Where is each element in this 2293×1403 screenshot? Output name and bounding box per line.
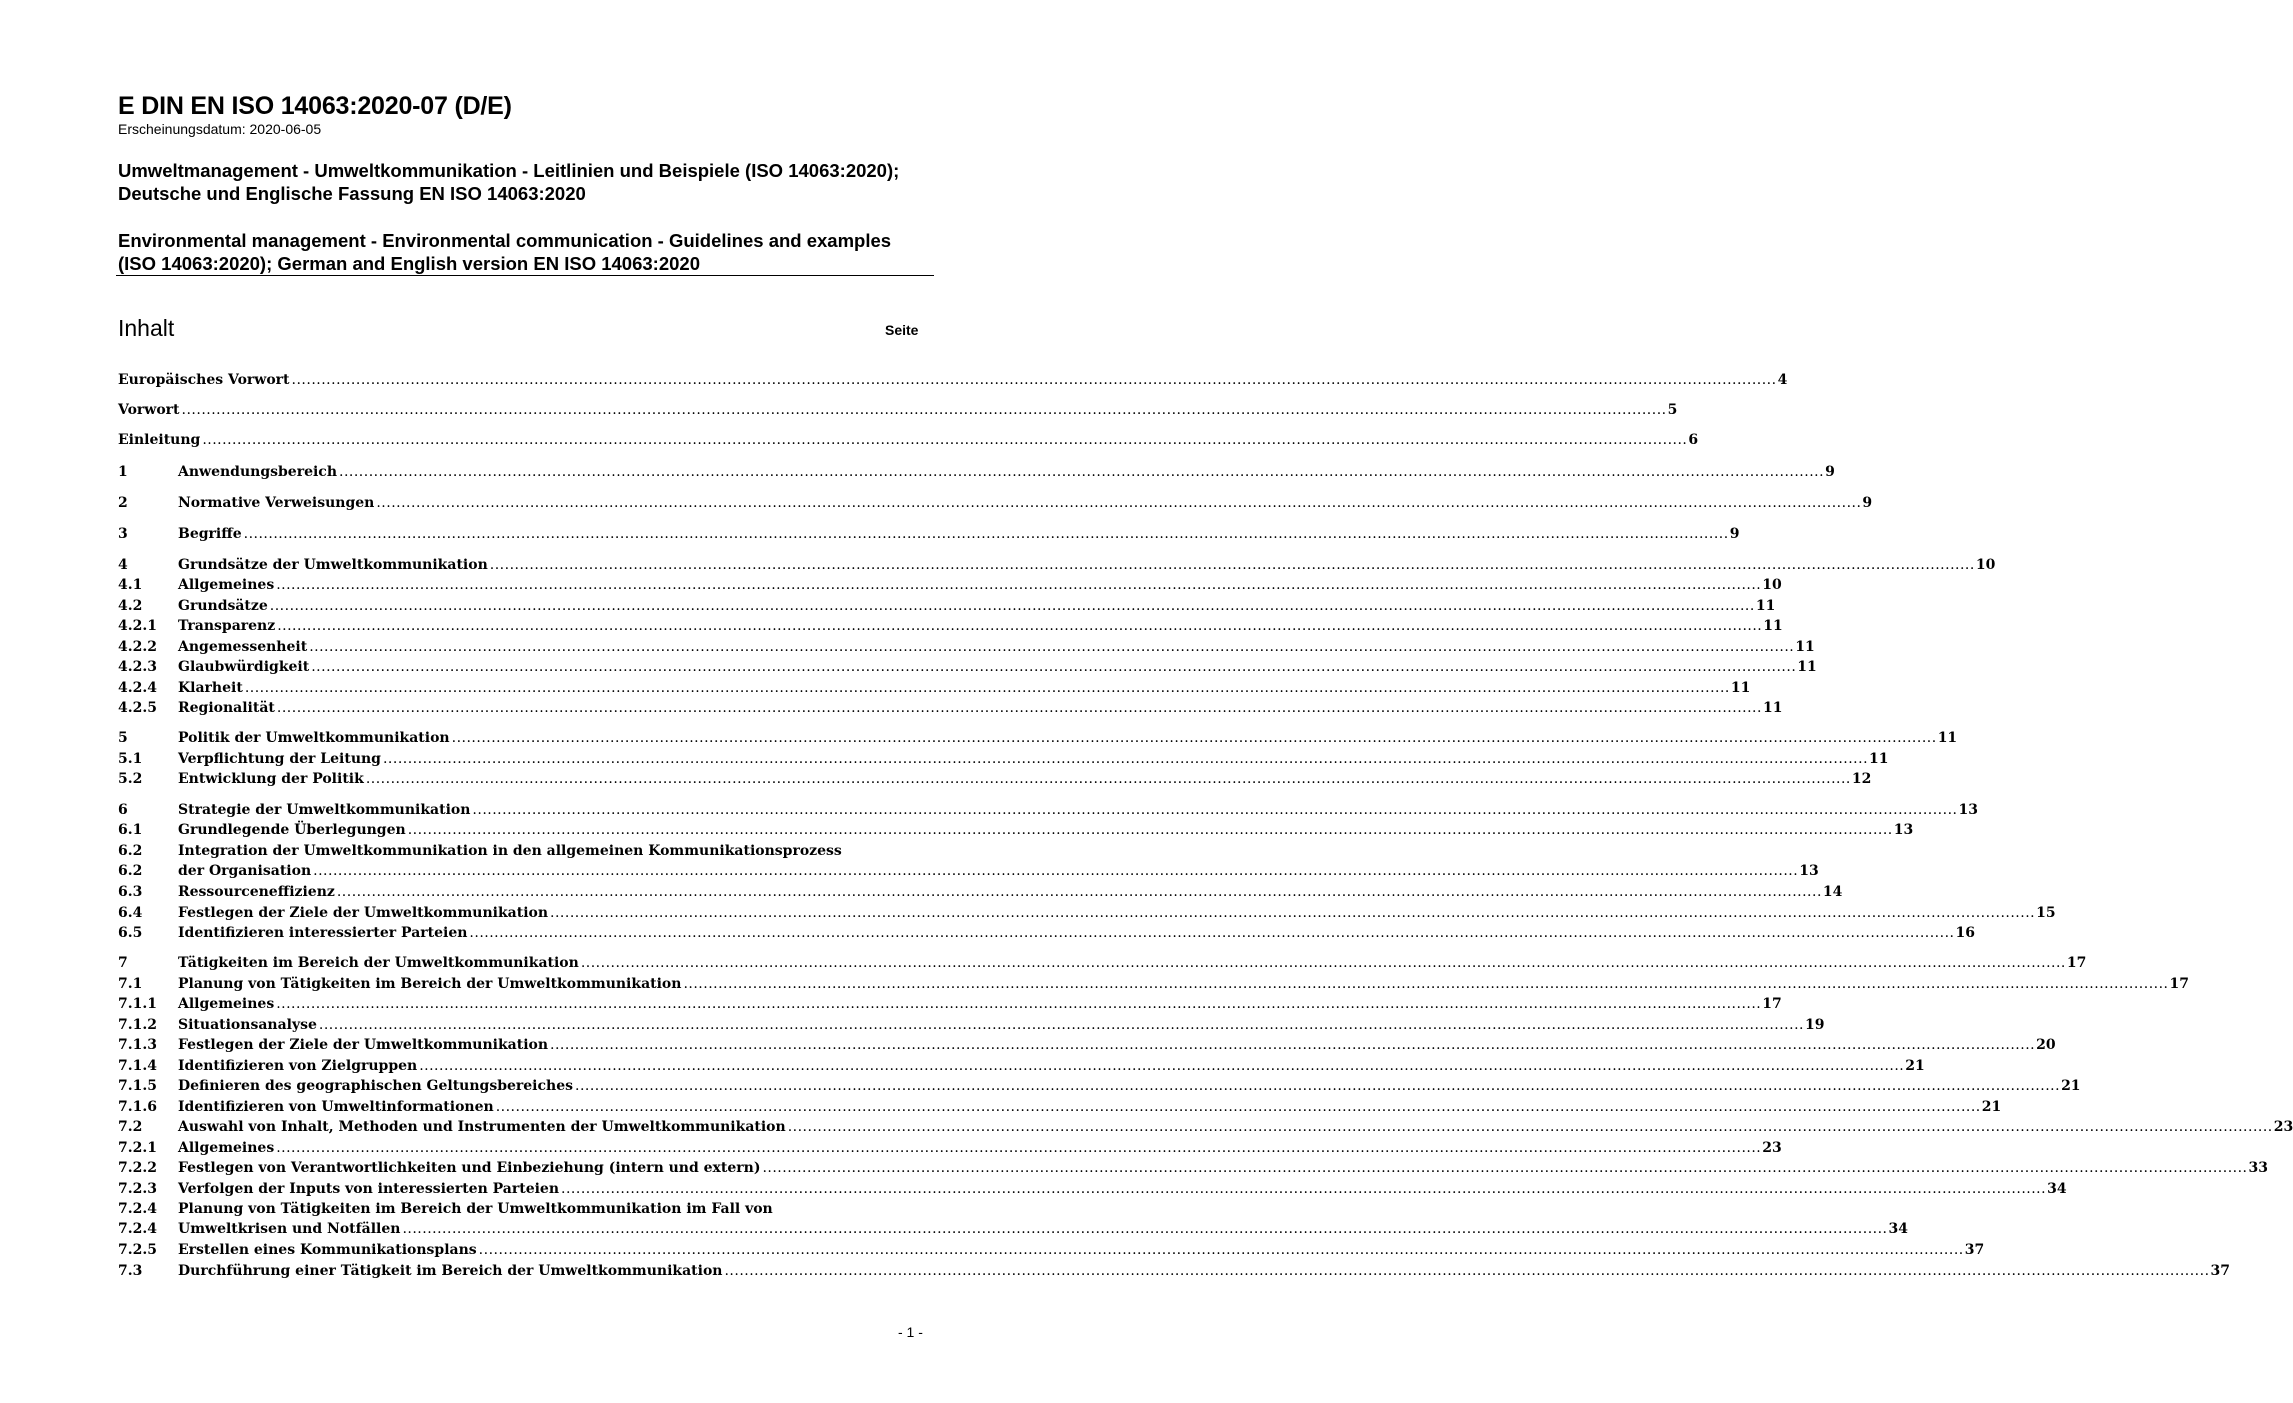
toc-entry-page: 17 [2066,955,2087,971]
toc-dot-leader: ............................................................................................................................................................................................................................................................................................................ [580,955,2066,971]
toc-entry-title: Identifizieren von Zielgruppen [178,1058,418,1074]
toc-dot-leader: ............................................................................................................................................................................................................................................................................................................ [495,1099,1981,1115]
toc-dot-leader: ............................................................................................................................................................................................................................................................................................................ [243,526,1729,542]
toc-entry[interactable] [118,1076,2081,1096]
toc-dot-leader: ............................................................................................................................................................................................................................................................................................................ [419,1058,1905,1074]
toc-dot-leader: ............................................................................................................................................................................................................................................................................................................ [724,1263,2210,1279]
toc-entry-title: Anwendungsbereich [178,464,337,480]
toc-dot-leader: ............................................................................................................................................................................................................................................................................................................ [451,730,1937,746]
toc-entry-number: 3 [118,526,128,542]
toc-entry-number: 7.3 [118,1263,143,1279]
toc-entry-number: 7 [118,955,128,971]
toc-entry-number: 7.1.6 [118,1099,157,1115]
toc-entry[interactable] [118,953,2087,973]
toc-entry-title: Planung von Tätigkeiten im Bereich der Umweltkommunikation im Fall von [178,1201,773,1217]
toc-entry-title: Allgemeines [178,1140,275,1156]
toc-entry-title: Grundsätze der Umweltkommunikation [178,557,488,573]
toc-entry-page: 20 [2036,1037,2056,1053]
toc-dot-leader: ............................................................................................................................................................................................................................................................................................................ [276,996,1762,1012]
toc-entry-page: 11 [1937,730,1958,746]
toc-entry-page: 10 [1762,577,1782,593]
toc-entry-page: 16 [1955,925,1975,941]
toc-entry[interactable] [118,1219,1908,1239]
toc-entry-title: Allgemeines [178,996,275,1012]
toc-entry-number: 4.2.2 [118,639,157,655]
toc-entry-page: 13 [1958,802,1978,818]
toc-entry-page: 13 [1799,863,1819,879]
toc-entry-title: Ressourceneffizienz [178,884,335,900]
toc-dot-leader: ............................................................................................................................................................................................................................................................................................................ [469,925,1955,941]
toc-dot-leader: ............................................................................................................................................................................................................................................................................................................ [478,1242,1964,1258]
toc-entry[interactable] [118,903,2056,923]
toc-entry[interactable] [118,1035,2056,1055]
toc-entry-title: Verfolgen der Inputs von interessierten Parteien [178,1181,560,1197]
toc-entry-number: 2 [118,495,128,511]
toc-entry-page: 11 [1763,618,1783,634]
toc-entry-title: Allgemeines [178,577,275,593]
toc-entry-number: 7.1 [118,976,143,992]
toc-entry-page: 21 [1905,1058,1925,1074]
toc-entry[interactable] [118,1158,2268,1178]
toc-entry-number: 6.5 [118,925,143,941]
toc-entry-number: 4.1 [118,577,143,593]
toc-dot-leader: ............................................................................................................................................................................................................................................................................................................ [276,700,1762,716]
toc-dot-leader: ............................................................................................................................................................................................................................................................................................................ [575,1078,2061,1094]
toc-entry-title: Klarheit [178,680,243,696]
toc-dot-leader: ............................................................................................................................................................................................................................................................................................................ [276,577,1762,593]
toc-entry-title: Vorwort [118,402,180,418]
toc-entry-number: 7.2.4 [118,1201,157,1217]
toc-entry-title: Umweltkrisen und Notfällen [178,1221,401,1237]
toc-entry[interactable] [118,698,1783,718]
toc-dot-leader: ............................................................................................................................................................................................................................................................................................................ [276,1140,1762,1156]
toc-entry-title: Festlegen der Ziele der Umweltkommunikation [178,905,549,921]
toc-entry-number: 7.1.3 [118,1037,157,1053]
toc-entry[interactable] [118,1179,2067,1199]
header-divider [116,275,934,276]
toc-entry-page: 4 [1777,372,1788,388]
toc-dot-leader: ............................................................................................................................................................................................................................................................................................................ [382,751,1869,767]
toc-entry-page: 12 [1851,771,1872,787]
toc-entry[interactable] [118,657,1817,677]
toc-entry-number: 1 [118,464,128,480]
toc-entry[interactable] [118,493,1873,513]
toc-entry-number: 7.2.3 [118,1181,157,1197]
toc-entry-number: 4.2.5 [118,700,157,716]
toc-dot-leader: ............................................................................................................................................................................................................................................................................................................ [402,1221,1888,1237]
toc-dot-leader: ............................................................................................................................................................................................................................................................................................................ [489,557,1975,573]
toc-entry-page: 11 [1730,680,1751,696]
toc-dot-leader: ............................................................................................................................................................................................................................................................................................................ [291,372,1777,388]
toc-entry-number: 5.2 [118,771,143,787]
toc-entry[interactable] [118,1138,1782,1158]
toc-entry-number: 6.2 [118,863,143,879]
toc-entry-title: Erstellen eines Kommunikationsplans [178,1242,477,1258]
toc-dot-leader: ............................................................................................................................................................................................................................................................................................................ [376,495,1862,511]
toc-entry-page: 5 [1667,402,1678,418]
toc-entry-number: 6 [118,802,128,818]
toc-entry[interactable] [118,524,1740,544]
toc-dot-leader: ............................................................................................................................................................................................................................................................................................................ [269,598,1755,614]
toc-entry-title: Durchführung einer Tätigkeit im Bereich der Umweltkommunikation [178,1263,723,1279]
toc-entry-page: 23 [1762,1140,1782,1156]
toc-entry-number: 6.1 [118,822,143,838]
toc-entry-page: 19 [1804,1017,1825,1033]
toc-heading: Inhalt [118,315,175,341]
toc-entry[interactable] [118,616,1783,636]
toc-entry-page: 23 [2273,1119,2293,1135]
toc-dot-leader: ............................................................................................................................................................................................................................................................................................................ [339,464,1825,480]
toc-dot-leader: ............................................................................................................................................................................................................................................................................................................ [561,1181,2047,1197]
toc-entry[interactable] [118,637,1815,657]
toc-entry[interactable] [118,820,1914,840]
toc-entry-number: 5.1 [118,751,143,767]
toc-entry-title: Begriffe [178,526,242,542]
toc-entry-page: 14 [1822,884,1843,900]
toc-entry-number: 4 [118,557,128,573]
toc-dot-leader: ............................................................................................................................................................................................................................................................................................................ [181,402,1667,418]
toc-entry-title: Definieren des geographischen Geltungsbereiches [178,1078,573,1094]
toc-dot-leader: ............................................................................................................................................................................................................................................................................................................ [202,432,1688,448]
toc-entry-page: 37 [1964,1242,1985,1258]
toc-entry-title: Planung von Tätigkeiten im Bereich der Umweltkommunikation [178,976,682,992]
toc-page-label: Seite [885,322,919,338]
toc-entry-title: Identifizieren interessierter Parteien [178,925,468,941]
toc-entry-number: 7.2 [118,1119,143,1135]
toc-dot-leader: ............................................................................................................................................................................................................................................................................................................ [244,680,1730,696]
toc-entry[interactable] [118,1015,1825,1035]
toc-entry[interactable] [118,1199,931,1219]
toc-dot-leader: ............................................................................................................................................................................................................................................................................................................ [318,1017,1804,1033]
toc-entry-number: 6.3 [118,884,143,900]
toc-entry[interactable] [118,430,1699,450]
toc-entry[interactable] [118,462,1835,482]
toc-entry-title: Politik der Umweltkommunikation [178,730,450,746]
toc-dot-leader: ............................................................................................................................................................................................................................................................................................................ [472,802,1958,818]
toc-entry-title: Transparenz [178,618,276,634]
page-number: - 1 - [898,1324,923,1340]
toc-entry-number: 6.2 [118,843,143,859]
toc-entry[interactable] [118,882,1843,902]
toc-entry-title: der Organisation [178,863,312,879]
toc-dot-leader: ............................................................................................................................................................................................................................................................................................................ [311,659,1797,675]
toc-entry-page: 11 [1755,598,1776,614]
toc-entry-page: 6 [1688,432,1699,448]
toc-entry-number: 4.2 [118,598,143,614]
toc-entry[interactable] [118,994,1782,1014]
toc-entry-title: Strategie der Umweltkommunikation [178,802,471,818]
toc-entry-title: Grundsätze [178,598,268,614]
toc-entry-title: Identifizieren von Umweltinformationen [178,1099,494,1115]
toc-entry-page: 11 [1797,659,1817,675]
toc-dot-leader: ............................................................................................................................................................................................................................................................................................................ [365,771,1851,787]
toc-entry-page: 10 [1975,557,1996,573]
toc-entry[interactable] [118,841,931,861]
toc-entry-number: 7.1.5 [118,1078,157,1094]
toc-entry-page: 13 [1893,822,1914,838]
toc-dot-leader: ............................................................................................................................................................................................................................................................................................................ [683,976,2169,992]
toc-entry-title: Normative Verweisungen [178,495,375,511]
toc-entry[interactable] [118,555,1996,575]
toc-entry-page: 15 [2036,905,2056,921]
toc-dot-leader: ............................................................................................................................................................................................................................................................................................................ [313,863,1799,879]
toc-entry-page: 33 [2248,1160,2268,1176]
toc-entry-title: Angemessenheit [178,639,308,655]
toc-entry-number: 6.4 [118,905,143,921]
toc-entry-title: Regionalität [178,700,275,716]
toc-entry-number: 4.2.4 [118,680,157,696]
toc-entry[interactable] [118,749,1889,769]
toc-entry-number: 7.2.1 [118,1140,157,1156]
toc-entry[interactable] [118,678,1751,698]
toc-entry[interactable] [118,575,1782,595]
toc-entry-number: 7.1.4 [118,1058,157,1074]
publication-date: Erscheinungsdatum: 2020-06-05 [118,121,322,137]
toc-entry-title: Auswahl von Inhalt, Methoden und Instrumenten der Umweltkommunikation [178,1119,786,1135]
toc-entry-number: 4.2.3 [118,659,157,675]
toc-dot-leader: ............................................................................................................................................................................................................................................................................................................ [550,1037,2036,1053]
toc-dot-leader: ............................................................................................................................................................................................................................................................................................................ [787,1119,2273,1135]
toc-dot-leader: ............................................................................................................................................................................................................................................................................................................ [309,639,1795,655]
toc-dot-leader: ............................................................................................................................................................................................................................................................................................................ [277,618,1763,634]
toc-entry-title: Entwicklung der Politik [178,771,364,787]
toc-entry-page: 21 [1981,1099,2002,1115]
toc-entry[interactable] [118,1056,1925,1076]
toc-dot-leader: ............................................................................................................................................................................................................................................................................................................ [550,905,2036,921]
toc-entry-title: Verpflichtung der Leitung [178,751,381,767]
toc-entry-page: 34 [2047,1181,2067,1197]
toc-entry[interactable] [118,728,1958,748]
toc-entry[interactable] [118,596,1776,616]
toc-entry-number: 4.2.1 [118,618,157,634]
toc-dot-leader: ............................................................................................................................................................................................................................................................................................................ [336,884,1822,900]
toc-entry[interactable] [118,974,2189,994]
toc-entry-title: Tätigkeiten im Bereich der Umweltkommunikation [178,955,579,971]
toc-entry-number: 7.1.2 [118,1017,157,1033]
toc-entry-page: 11 [1869,751,1889,767]
toc-entry-title: Integration der Umweltkommunikation in den allgemeinen Kommunikationsprozess [178,843,842,859]
toc-entry[interactable] [118,769,1872,789]
toc-entry-title: Einleitung [118,432,201,448]
toc-entry-page: 9 [1729,526,1740,542]
toc-dot-leader: ............................................................................................................................................................................................................................................................................................................ [762,1160,2248,1176]
toc-dot-leader: ............................................................................................................................................................................................................................................................................................................ [407,822,1893,838]
toc-entry[interactable] [118,1240,1985,1260]
toc-entry-number: 5 [118,730,128,746]
toc-entry-page: 11 [1795,639,1815,655]
toc-entry[interactable] [118,370,1788,390]
toc-entry-title: Situationsanalyse [178,1017,317,1033]
title-german: Umweltmanagement - Umweltkommunikation - Leitlinien und Beispiele (ISO 14063:2020); Deutsche und Englische Fassung EN ISO 14063:2020 [118,160,900,204]
toc-entry-title: Festlegen der Ziele der Umweltkommunikation [178,1037,549,1053]
toc-entry-page: 11 [1762,700,1783,716]
toc-entry[interactable] [118,1097,2002,1117]
toc-entry[interactable] [118,800,1978,820]
toc-entry[interactable] [118,1117,2293,1137]
toc-entry[interactable] [118,1261,2231,1281]
toc-entry-number: 7.1.1 [118,996,157,1012]
toc-entry-number: 7.2.2 [118,1160,157,1176]
toc-entry-number: 7.2.4 [118,1221,157,1237]
toc-entry-title: Europäisches Vorwort [118,372,290,388]
toc-entry-title: Glaubwürdigkeit [178,659,310,675]
toc-entry-page: 37 [2210,1263,2231,1279]
toc-entry[interactable] [118,923,1975,943]
toc-entry-page: 9 [1862,495,1873,511]
toc-entry-title: Grundlegende Überlegungen [178,822,406,838]
document-title: E DIN EN ISO 14063:2020-07 (D/E) [118,92,512,120]
toc-entry-page: 21 [2061,1078,2081,1094]
toc-entry-title: Festlegen von Verantwortlichkeiten und Einbeziehung (intern und extern) [178,1160,761,1176]
title-english: Environmental management - Environmental communication - Guidelines and examples (ISO 14063:2020); German and English version EN ISO 14063:2020 [118,230,892,274]
toc-entry-page: 34 [1888,1221,1908,1237]
toc-entry[interactable] [118,400,1678,420]
toc-entry-page: 9 [1825,464,1835,480]
toc-entry-page: 17 [2169,976,2189,992]
toc-entry-page: 17 [1762,996,1782,1012]
toc-entry-number: 7.2.5 [118,1242,157,1258]
toc-entry[interactable] [118,861,1819,881]
